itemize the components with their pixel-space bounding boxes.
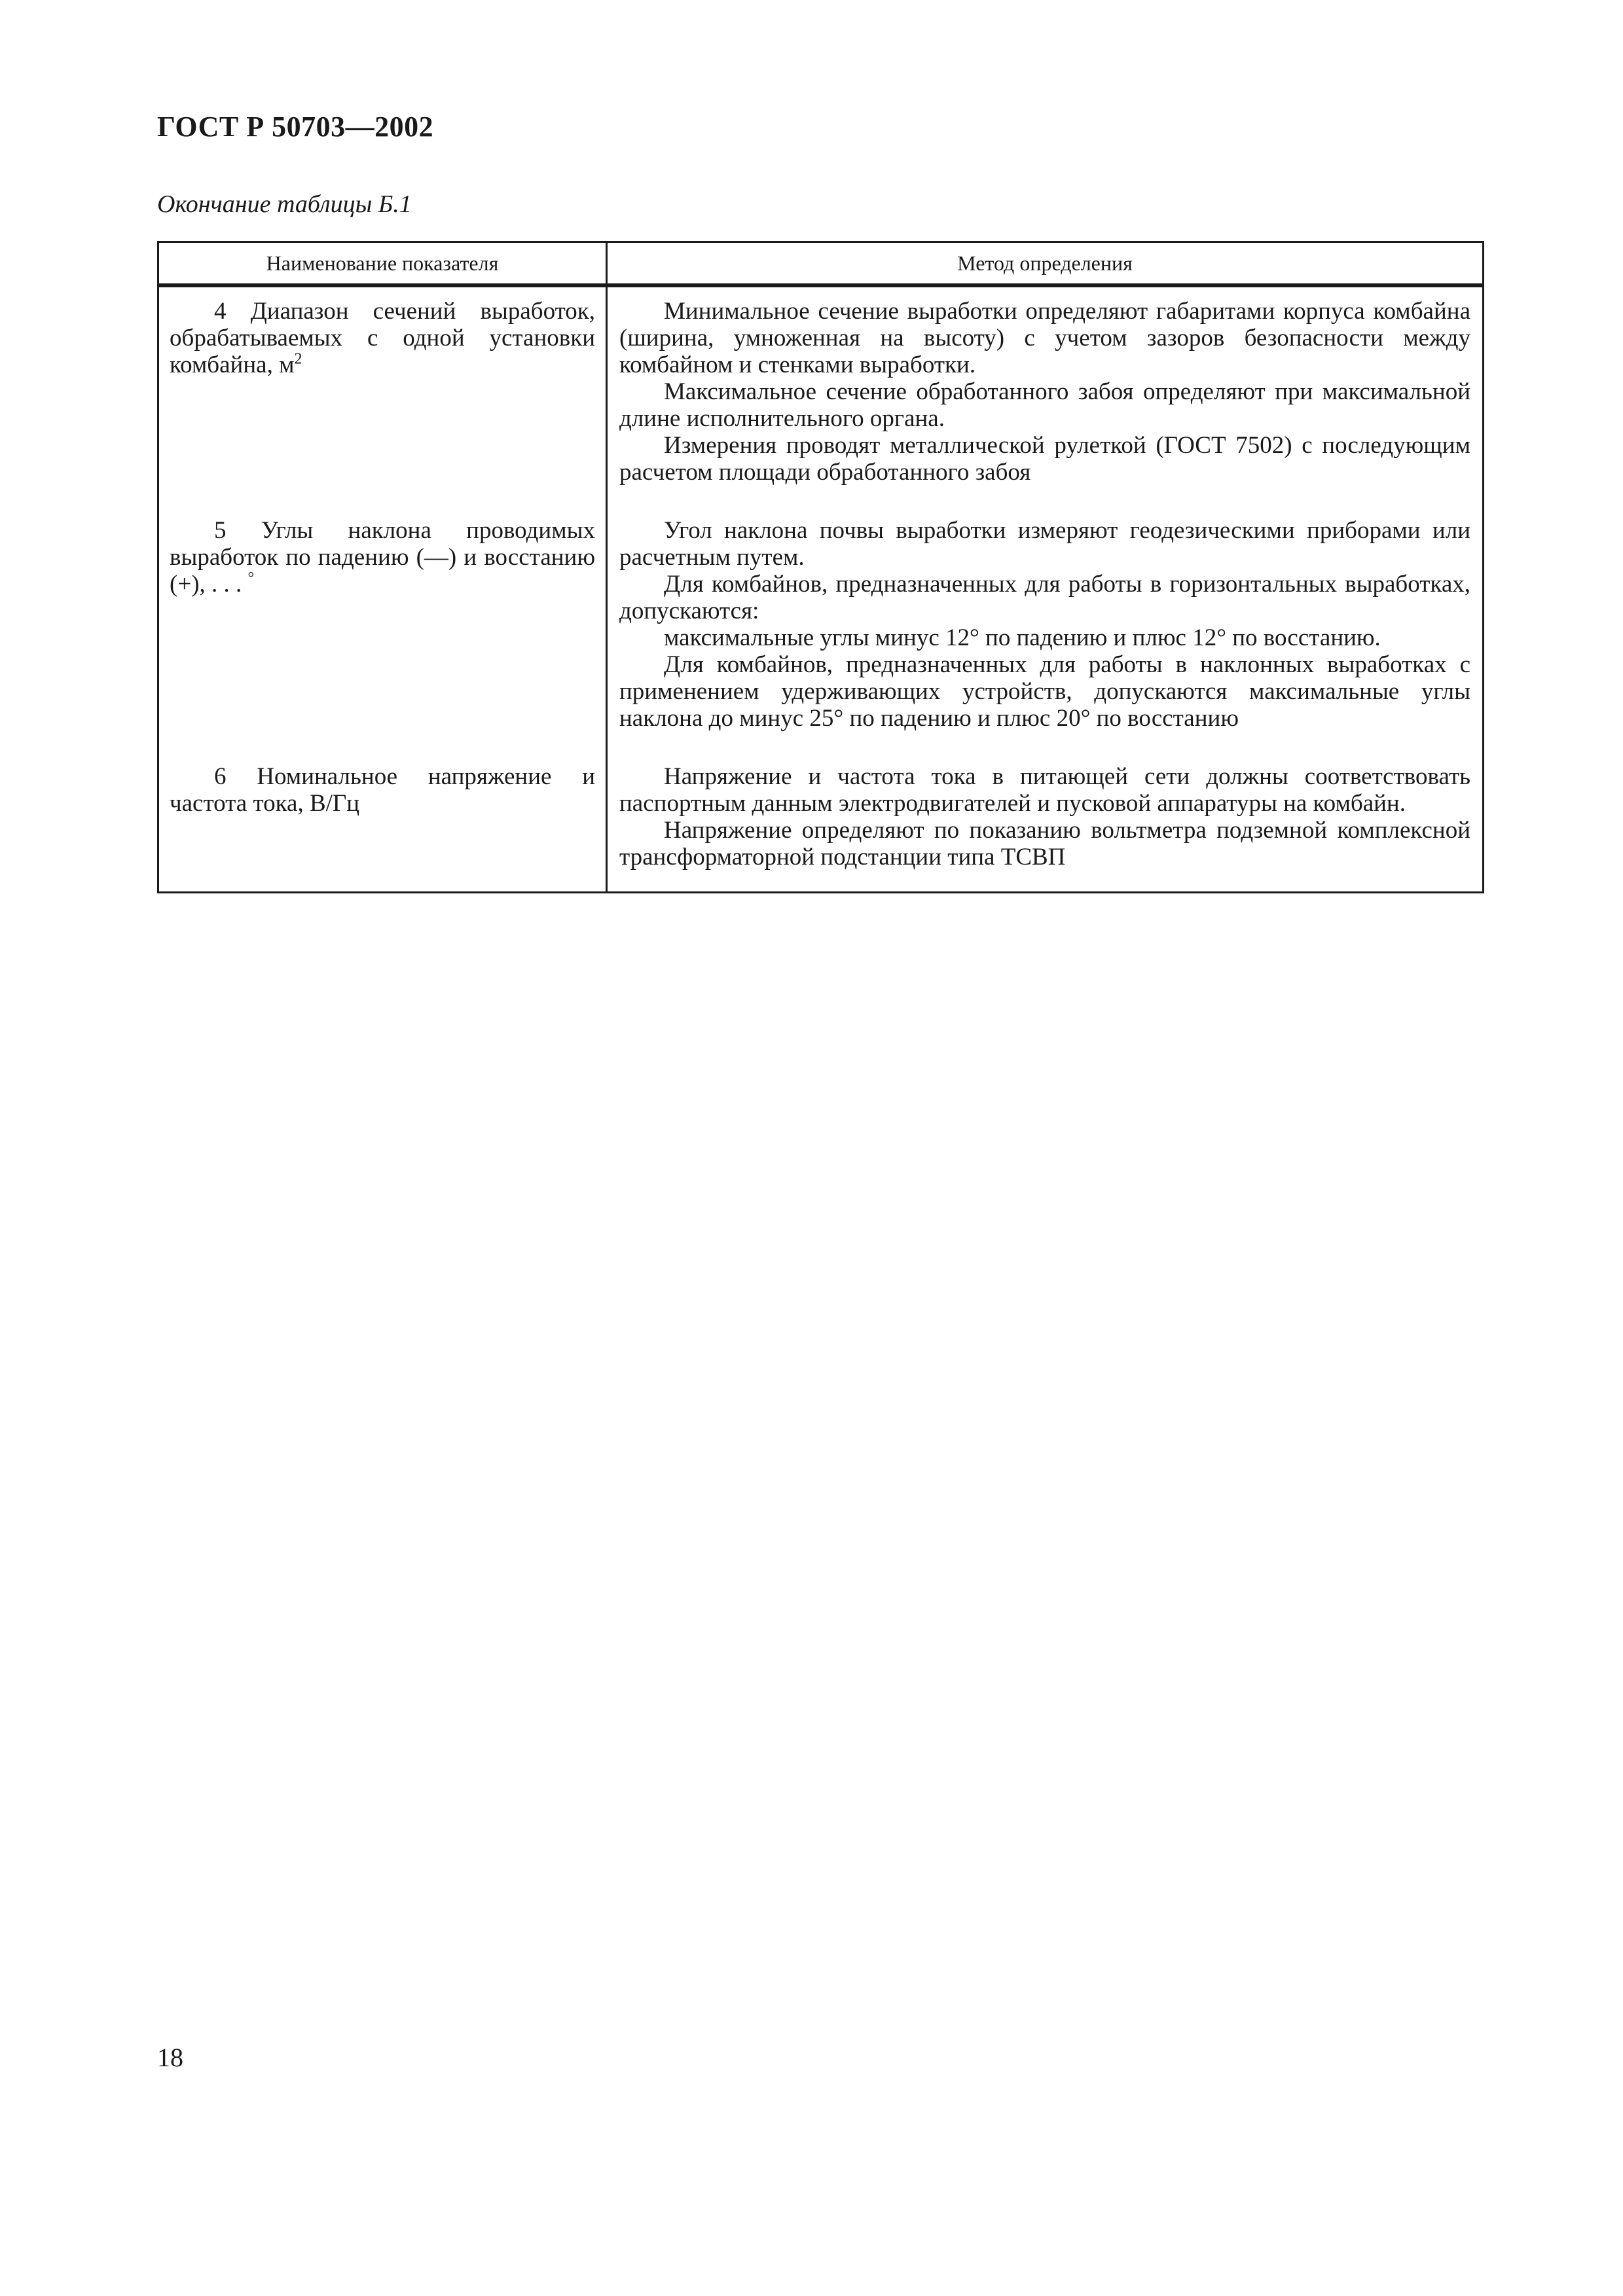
column-header-method: Метод определения xyxy=(607,242,1484,286)
indicator-name-cell xyxy=(158,753,607,893)
table-row xyxy=(158,753,1484,893)
column-header-name: Наименование показателя xyxy=(158,242,607,286)
method-paragraph: Минимальное сечение выработки определяют габаритами корпуса комбайна (ширина, умноженная на высоту) с учетом зазоров безопасности между комбайном и стенками выработки. xyxy=(619,298,1470,378)
indicator-name-cell xyxy=(158,507,607,753)
document-header: ГОСТ Р 50703—2002 xyxy=(157,111,434,143)
indicator-unit-superscript: ° xyxy=(247,569,255,587)
method-paragraph: Измерения проводят металлической рулеткой (ГОСТ 7502) с последующим расчетом площади обработанного забоя xyxy=(619,432,1470,486)
table-caption: Окончание таблицы Б.1 xyxy=(157,190,412,218)
method-paragraph: Максимальное сечение обработанного забоя определяют при максимальной длине исполнительного органа. xyxy=(619,378,1470,432)
indicators-table xyxy=(157,241,1484,893)
method-cell xyxy=(607,285,1484,507)
method-paragraph: Угол наклона почвы выработки измеряют геодезическими приборами или расчетным путем. xyxy=(619,517,1470,571)
indicator-name-cell xyxy=(158,285,607,507)
table-row xyxy=(158,285,1484,507)
method-paragraph: Напряжение определяют по показанию вольтметра подземной комплексной трансформаторной подстанции типа ТСВП xyxy=(619,817,1470,870)
page-number: 18 xyxy=(157,2043,183,2072)
method-paragraph: Напряжение и частота тока в питающей сети должны соответствовать паспортным данным электродвигателей и пусковой аппаратуры на комбайн. xyxy=(619,763,1470,817)
method-cell xyxy=(607,507,1484,753)
indicator-unit-superscript: 2 xyxy=(294,350,302,368)
indicator-name: 5 Углы наклона проводимых выработок по падению (—) и восстанию (+), . . . xyxy=(170,517,595,598)
table-row xyxy=(158,507,1484,753)
method-paragraph: максимальные углы минус 12° по падению и плюс 12° по восстанию. xyxy=(664,624,1381,651)
method-paragraph: Для комбайнов, предназначенных для работы в наклонных выработках с применением удерживающих устройств, допускаются максимальные углы наклона до минус 25° по падению и плюс 20° по восстанию xyxy=(619,651,1470,732)
indicator-name: 6 Номинальное напряжение и частота тока, В/Гц xyxy=(170,763,595,817)
method-cell xyxy=(607,753,1484,893)
indicator-name: 4 Диапазон сечений выработок, обрабатываемых с одной установки комбайна, м xyxy=(170,298,595,378)
table-header-row xyxy=(158,242,1484,286)
method-paragraph: Для комбайнов, предназначенных для работы в горизонтальных выработках, допускаются: xyxy=(619,571,1470,624)
